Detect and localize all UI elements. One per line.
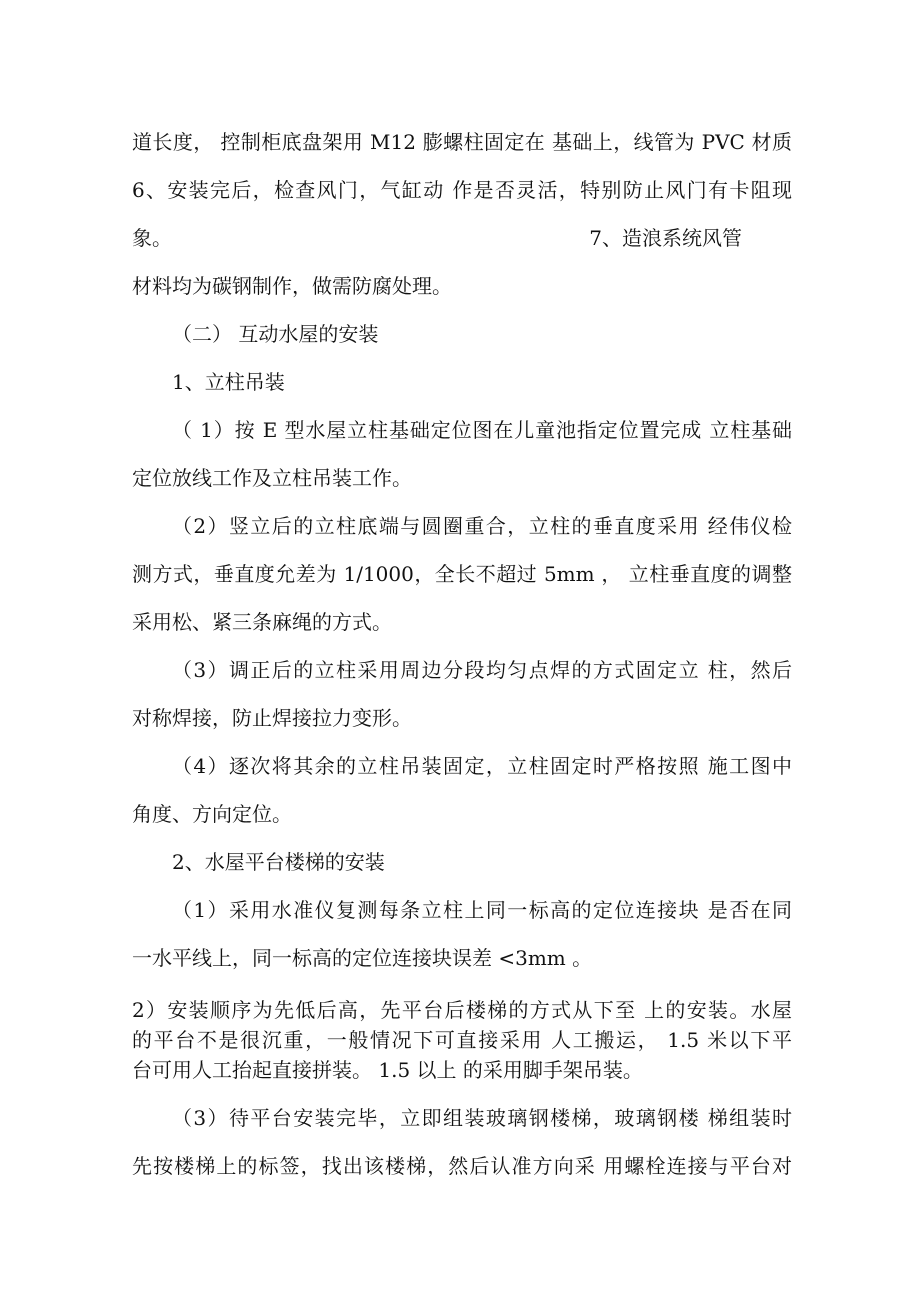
text-line-15: 角度、方向定位。 [132, 802, 292, 826]
text-line-3-wrapper [132, 224, 792, 252]
text-line-11: 采用松、紧三条麻绳的方式。 [132, 610, 392, 634]
text-line-3-left: 象。 [132, 226, 172, 250]
subheading-1: 1、立柱吊装 [172, 370, 285, 394]
text-line-9: （2）竖立后的立柱底端与圆圈重合，立柱的垂直度采用 经伟仪检 [172, 514, 792, 538]
text-line-4: 材料均为碳钢制作，做需防腐处理。 [132, 274, 452, 298]
text-line-2: 6、安装完后，检查风门，气缸动 作是否灵活，特别防止风门有卡阻现 [132, 178, 792, 202]
text-line-1: 道长度， 控制柜底盘架用 M12 膨螺柱固定在 基础上，线管为 PVC 材质 [132, 130, 792, 154]
text-line-13: 对称焊接，防止焊接拉力变形。 [132, 706, 412, 730]
text-line-17: （1）采用水准仪复测每条立柱上同一标高的定位连接块 是否在同 [172, 898, 792, 922]
text-line-22: （3）待平台安装完毕，立即组装玻璃钢楼梯，玻璃钢楼 梯组装时 [172, 1106, 792, 1130]
text-line-23: 先按楼梯上的标签，找出该楼梯，然后认准方向采 用螺栓连接与平台对 [132, 1154, 792, 1178]
text-line-18: 一水平线上，同一标高的定位连接块误差 <3mm 。 [132, 946, 593, 970]
section-heading-2: （二） 互动水屋的安装 [172, 322, 379, 346]
subheading-2: 2、水屋平台楼梯的安装 [172, 850, 385, 874]
text-line-7: （ 1）按 E 型水屋立柱基础定位图在儿童池指定位置完成 立柱基础 [172, 418, 792, 442]
text-line-20: 的平台不是很沉重，一般情况下可直接采用 人工搬运， 1.5 米以下平 [132, 1028, 792, 1052]
text-line-19: 2）安装顺序为先低后高，先平台后楼梯的方式从下至 上的安装。水屋 [132, 998, 792, 1022]
text-line-8: 定位放线工作及立柱吊装工作。 [132, 466, 412, 490]
text-line-21: 台可用人工抬起直接拼装。 1.5 以上 的采用脚手架吊装。 [132, 1058, 643, 1082]
text-line-12: （3）调正后的立柱采用周边分段均匀点焊的方式固定立 柱，然后 [172, 658, 792, 682]
text-line-10: 测方式，垂直度允差为 1/1000，全长不超过 5mm ， 立柱垂直度的调整 [132, 562, 792, 586]
text-line-14: （4）逐次将其余的立柱吊装固定，立柱固定时严格按照 施工图中 [172, 754, 792, 778]
text-line-3-right: 7、造浪系统风管 [589, 226, 742, 250]
